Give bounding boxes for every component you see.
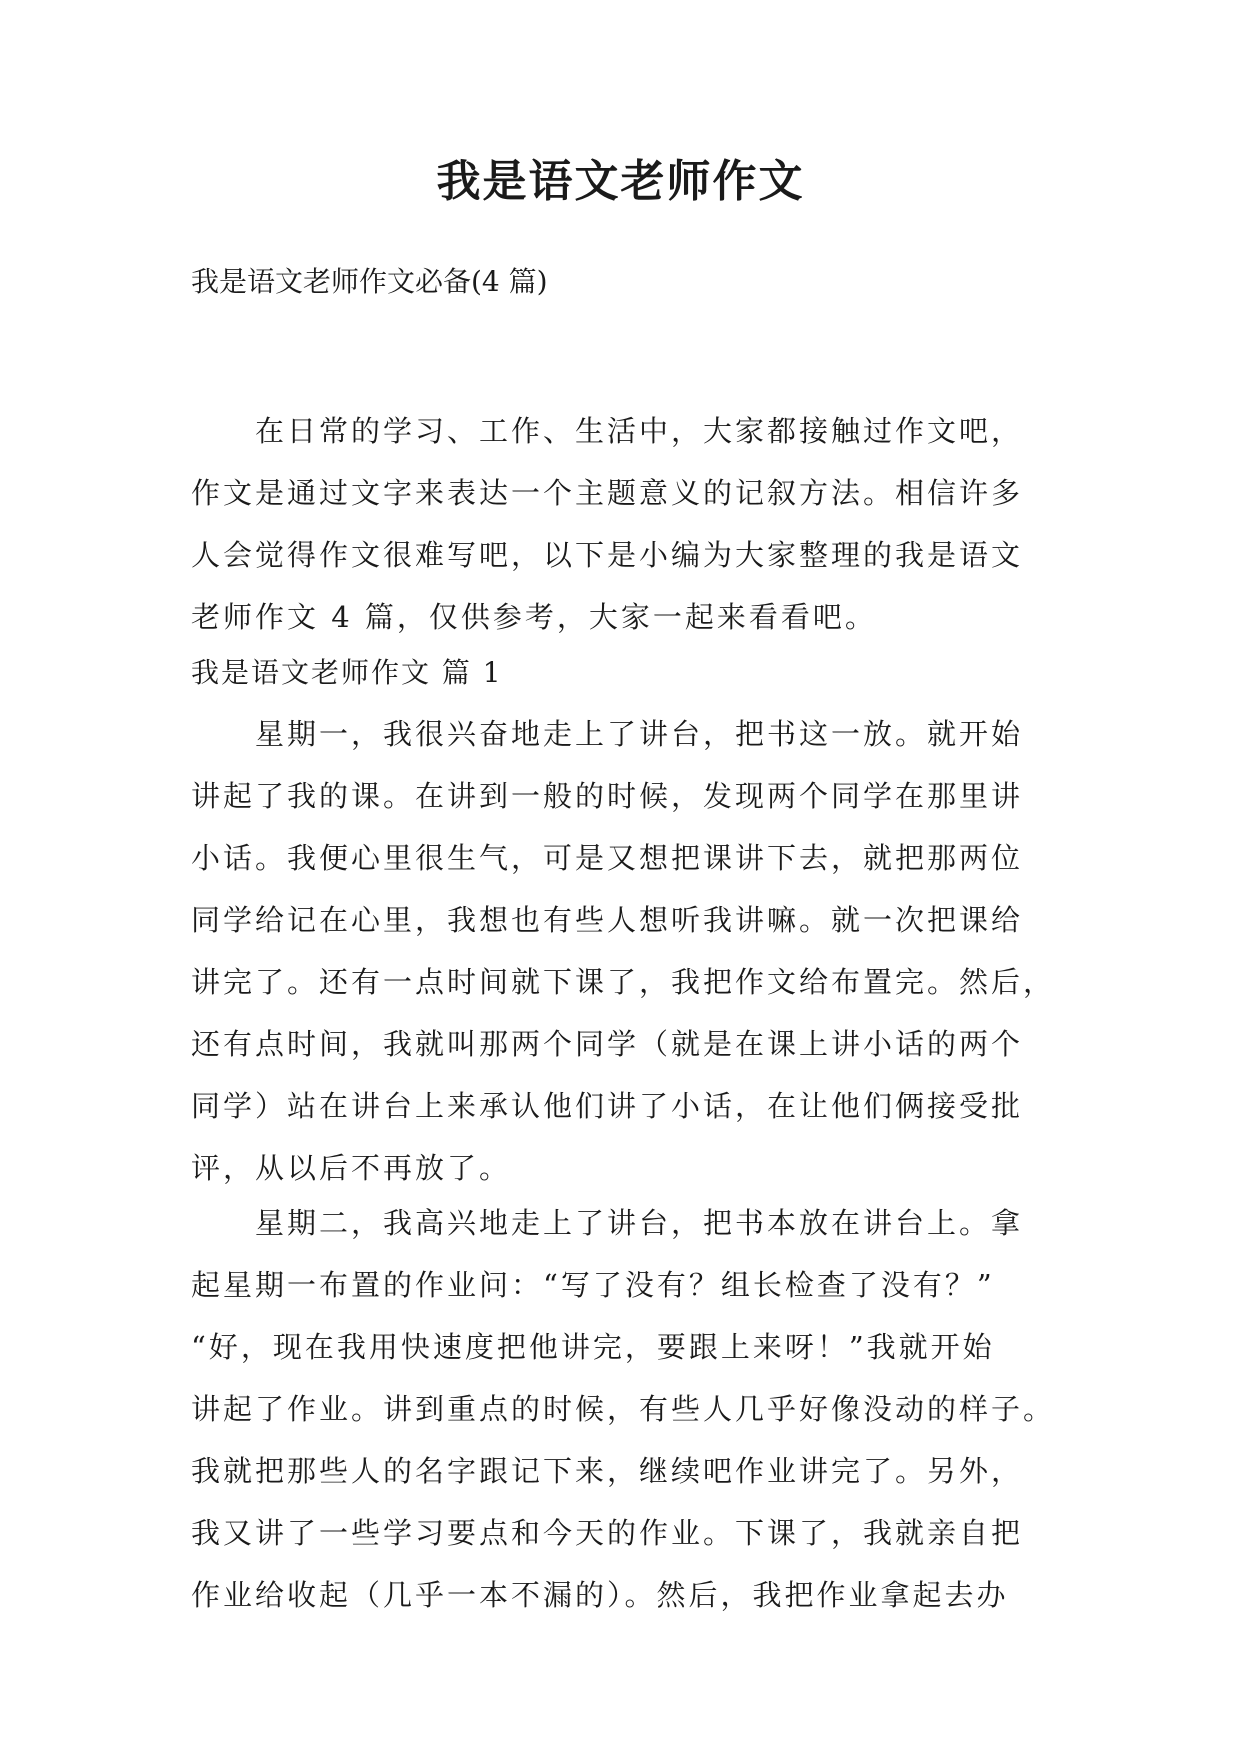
text-line: 起星期一布置的作业问：“写了没有？组长检查了没有？” bbox=[191, 1268, 995, 1302]
text-line: 星期二，我高兴地走上了讲台，把书本放在讲台上。拿 bbox=[191, 1206, 1024, 1240]
text-line: 人会觉得作文很难写吧，以下是小编为大家整理的我是语文 bbox=[191, 538, 1024, 572]
text-line: 讲起了我的课。在讲到一般的时候，发现两个同学在那里讲 bbox=[191, 779, 1024, 813]
text-line: 讲起了作业。讲到重点的时候，有些人几乎好像没动的样子。 bbox=[191, 1392, 1056, 1426]
text-line: 还有点时间，我就叫那两个同学（就是在课上讲小话的两个 bbox=[191, 1027, 1024, 1061]
document-subtitle: 我是语文老师作文必备(4 篇) bbox=[191, 265, 548, 298]
intro-paragraph bbox=[191, 400, 1071, 648]
text-line: 讲完了。还有一点时间就下课了，我把作文给布置完。然后， bbox=[191, 965, 1056, 999]
text-line: 同学）站在讲台上来承认他们讲了小话，在让他们俩接受批 bbox=[191, 1089, 1024, 1123]
text-line: 小话。我便心里很生气，可是又想把课讲下去，就把那两位 bbox=[191, 841, 1024, 875]
text-line: “好，现在我用快速度把他讲完，要跟上来呀！”我就开始 bbox=[191, 1330, 995, 1364]
text-line: 在日常的学习、工作、生活中，大家都接触过作文吧， bbox=[191, 414, 1024, 448]
document-title: 我是语文老师作文 bbox=[436, 156, 805, 207]
section-heading: 我是语文老师作文 篇 1 bbox=[191, 656, 503, 689]
text-line: 我就把那些人的名字跟记下来，继续吧作业讲完了。另外， bbox=[191, 1454, 1024, 1488]
text-line: 作业给收起（几乎一本不漏的）。然后，我把作业拿起去办 bbox=[191, 1578, 1009, 1612]
section1-paragraph-2 bbox=[191, 1192, 1071, 1626]
text-line: 老师作文 4 篇，仅供参考，大家一起来看看吧。 bbox=[191, 600, 877, 634]
text-line: 作文是通过文字来表达一个主题意义的记叙方法。相信许多 bbox=[191, 476, 1024, 510]
text-line: 评，从以后不再放了。 bbox=[191, 1151, 512, 1185]
text-line: 同学给记在心里，我想也有些人想听我讲嘛。就一次把课给 bbox=[191, 903, 1024, 937]
text-line: 星期一，我很兴奋地走上了讲台，把书这一放。就开始 bbox=[191, 717, 1024, 751]
section1-paragraph-1 bbox=[191, 703, 1071, 1199]
text-line: 我又讲了一些学习要点和今天的作业。下课了，我就亲自把 bbox=[191, 1516, 1024, 1550]
